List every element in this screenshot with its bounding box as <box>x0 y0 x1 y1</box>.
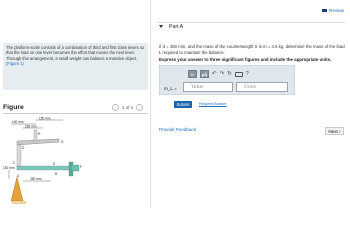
label-a: A <box>17 174 20 178</box>
flag-icon <box>322 9 327 13</box>
mu-symbol-icon[interactable]: μÅ <box>201 71 208 77</box>
label-d: D <box>22 146 25 150</box>
counterweight <box>71 165 79 171</box>
link-hg <box>34 130 37 141</box>
figure-divider <box>3 113 148 114</box>
upper-lever <box>17 139 59 145</box>
submit-button[interactable]: Submit <box>174 101 192 108</box>
dim-100: 100 mm <box>12 120 24 124</box>
label-f: F <box>80 165 82 169</box>
request-answer-link[interactable]: Request Answer <box>199 102 227 106</box>
label-h: H <box>38 132 41 136</box>
units-input[interactable]: Units <box>236 82 288 92</box>
answer-label: m_L = <box>164 86 177 91</box>
dim-150-top: 150 mm <box>39 117 51 121</box>
undo-icon[interactable]: ↶ <box>212 71 217 77</box>
figure-pager <box>112 104 143 111</box>
caret-down-icon[interactable] <box>159 25 163 28</box>
provide-feedback-link[interactable]: Provide Feedback <box>159 127 197 132</box>
chevron-right-icon[interactable]: › <box>136 104 143 111</box>
part-divider <box>157 22 345 23</box>
chevron-right-icon: › <box>339 128 341 134</box>
value-input[interactable]: Value <box>183 82 233 92</box>
column-divider <box>150 0 151 208</box>
label-c: C <box>13 161 16 165</box>
next-label: Next <box>328 128 338 134</box>
ground <box>12 201 26 204</box>
problem-text: The platform-scale consists of a combination of third and first class levers so that the load on one lever becomes the effort that moves the next lever. Through this arrangement, a small weight can balance a massive object. <box>6 45 145 61</box>
label-b: B <box>55 172 58 176</box>
part-title[interactable]: Part A <box>169 24 184 30</box>
label-g: G <box>61 140 64 144</box>
review-link[interactable] <box>322 8 344 13</box>
next-button[interactable] <box>325 127 344 135</box>
link-dc <box>17 145 21 169</box>
problem-statement <box>6 45 146 67</box>
dim-250: 250 mm <box>25 124 37 129</box>
keyboard-icon[interactable] <box>235 72 243 77</box>
review-label: Review <box>329 8 345 13</box>
dim-350: 350 mm <box>30 177 42 181</box>
chevron-left-icon[interactable]: ‹ <box>112 104 119 111</box>
load <box>11 177 23 201</box>
question-text: If d = 450 mm, and the mass of the counterweight S is m = 4.5 kg, determine the mass of the load L required to maintain the balance. <box>159 44 345 55</box>
templates-icon[interactable]: ▪▪ <box>188 70 197 78</box>
lever-figure <box>3 117 113 205</box>
answer-toolbar <box>188 70 249 78</box>
dim-150-left: 150 mm <box>3 166 15 170</box>
label-e: E <box>53 162 56 166</box>
instruction-text: Express your answer to three significant figures and include the appropriate units. <box>159 57 332 62</box>
reset-icon[interactable]: ↻ <box>227 71 232 77</box>
figure-link[interactable]: (Figure 1) <box>6 61 24 67</box>
pager-label: 1 of 1 <box>122 105 134 110</box>
redo-icon[interactable]: ↷ <box>219 71 225 77</box>
help-icon[interactable]: ? <box>245 71 249 77</box>
platform-arm <box>17 166 75 170</box>
figure-title: Figure <box>3 104 24 111</box>
